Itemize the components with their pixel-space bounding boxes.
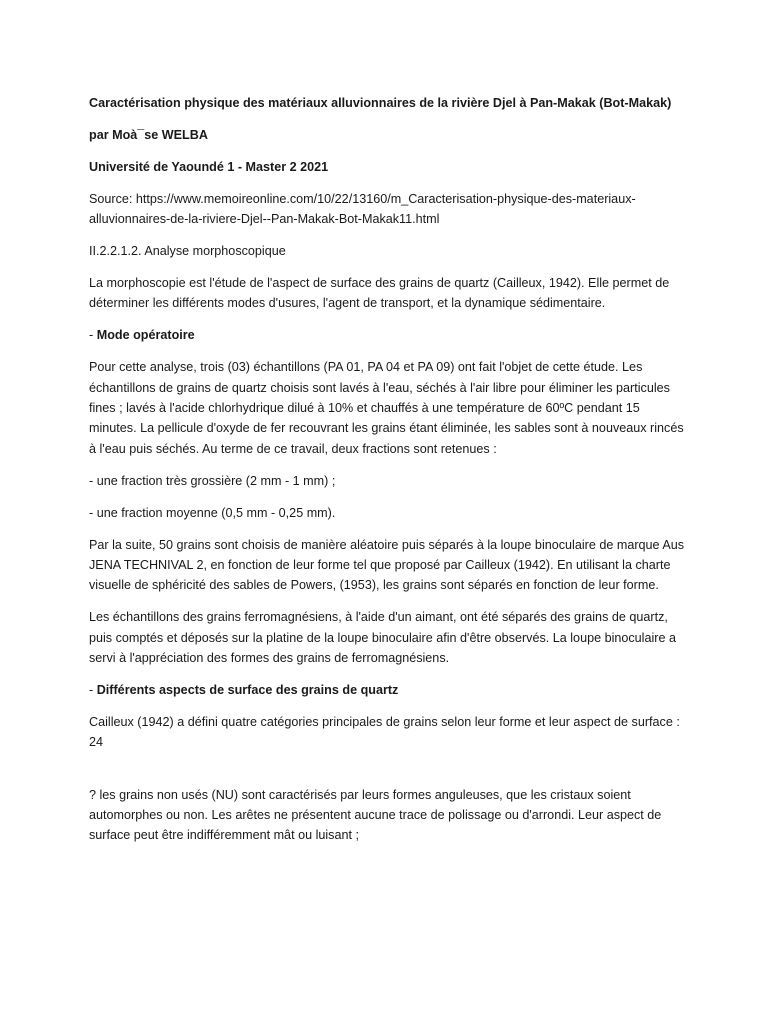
mode-operatoire-paragraph: Pour cette analyse, trois (03) échantillons (PA 01, PA 04 et PA 09) ont fait l'objet de cette étude. Les échantillons de grains de quartz choisis sont lavés à l'eau, séchés à l'air libre pour éliminer les particules fines ; lavés à l'acide chlorhydrique dilué à 10% et chauffés à une température de 60ºC pendant 15 minutes. La pellicule d'oxyde de fer recouvrant les grains étant éliminée, les sables sont à nouveaux rincés à l'eau puis séchés. Au terme de ce travail, deux fractions sont retenues : <box>89 360 684 456</box>
document-page <box>89 93 689 857</box>
mode-operatoire-heading: Mode opératoire <box>96 328 195 343</box>
mode-operatoire-line <box>89 325 689 345</box>
fraction-medium-item: - une fraction moyenne (0,5 mm - 0,25 mm). <box>89 505 336 520</box>
non-worn-grains-paragraph: ? les grains non usés (NU) sont caractérisés par leurs formes anguleuses, que les cristaux soient automorphes ou non. Les arêtes ne présentent aucune trace de polissage ou d'arrondi. Leur aspect de surface peut être indifféremment mât ou luisant ; <box>89 787 662 843</box>
document-title: Caractérisation physique des matériaux alluvionnaires de la rivière Djel à Pan-Makak (Bot-Makak) <box>89 96 672 110</box>
selection-paragraph: Par la suite, 50 grains sont choisis de manière aléatoire puis séparés à la loupe binoculaire de marque Aus JENA TECHNIVAL 2, en fonction de leur forme tel que proposé par Cailleux (1942). En utilisant la charte visuelle de sphéricité des sables de Powers, (1953), les grains sont séparés en fonction de leur forme. <box>89 537 685 593</box>
document-author: par Moà¯se WELBA <box>89 127 208 142</box>
section-heading: II.2.2.1.2. Analyse morphoscopique <box>89 244 286 259</box>
ferromagnesian-paragraph: Les échantillons des grains ferromagnésiens, à l'aide d'un aimant, ont été séparés des grains de quartz, puis comptés et déposés sur la platine de la loupe binoculaire afin d'être observés. La loupe binoculaire a servi à l'appréciation des formes des grains de ferromagnésiens. <box>89 610 676 666</box>
aspects-prefix: - <box>89 682 97 697</box>
surface-aspects-line <box>89 680 689 700</box>
intro-paragraph: La morphoscopie est l'étude de l'aspect de surface des grains de quartz (Cailleux, 1942). Elle permet de déterminer les différents modes d'usures, l'agent de transport, et la dynamique sédimentaire. <box>89 275 670 311</box>
document-institution: Université de Yaoundé 1 - Master 2 2021 <box>89 159 329 174</box>
surface-aspects-heading: Différents aspects de surface des grains de quartz <box>96 682 399 697</box>
mode-prefix: - <box>89 328 97 343</box>
fraction-coarse-item: - une fraction très grossière (2 mm - 1 mm) ; <box>89 473 336 488</box>
cailleux-paragraph: Cailleux (1942) a défini quatre catégories principales de grains selon leur forme et leur aspect de surface : 24 <box>89 714 680 750</box>
source-line: Source: https://www.memoireonline.com/10/22/13160/m_Caracterisation-physique-des-materiaux-alluvionnaires-de-la-riviere-Djel--Pan-Makak-Bot-Makak11.html <box>89 191 636 227</box>
